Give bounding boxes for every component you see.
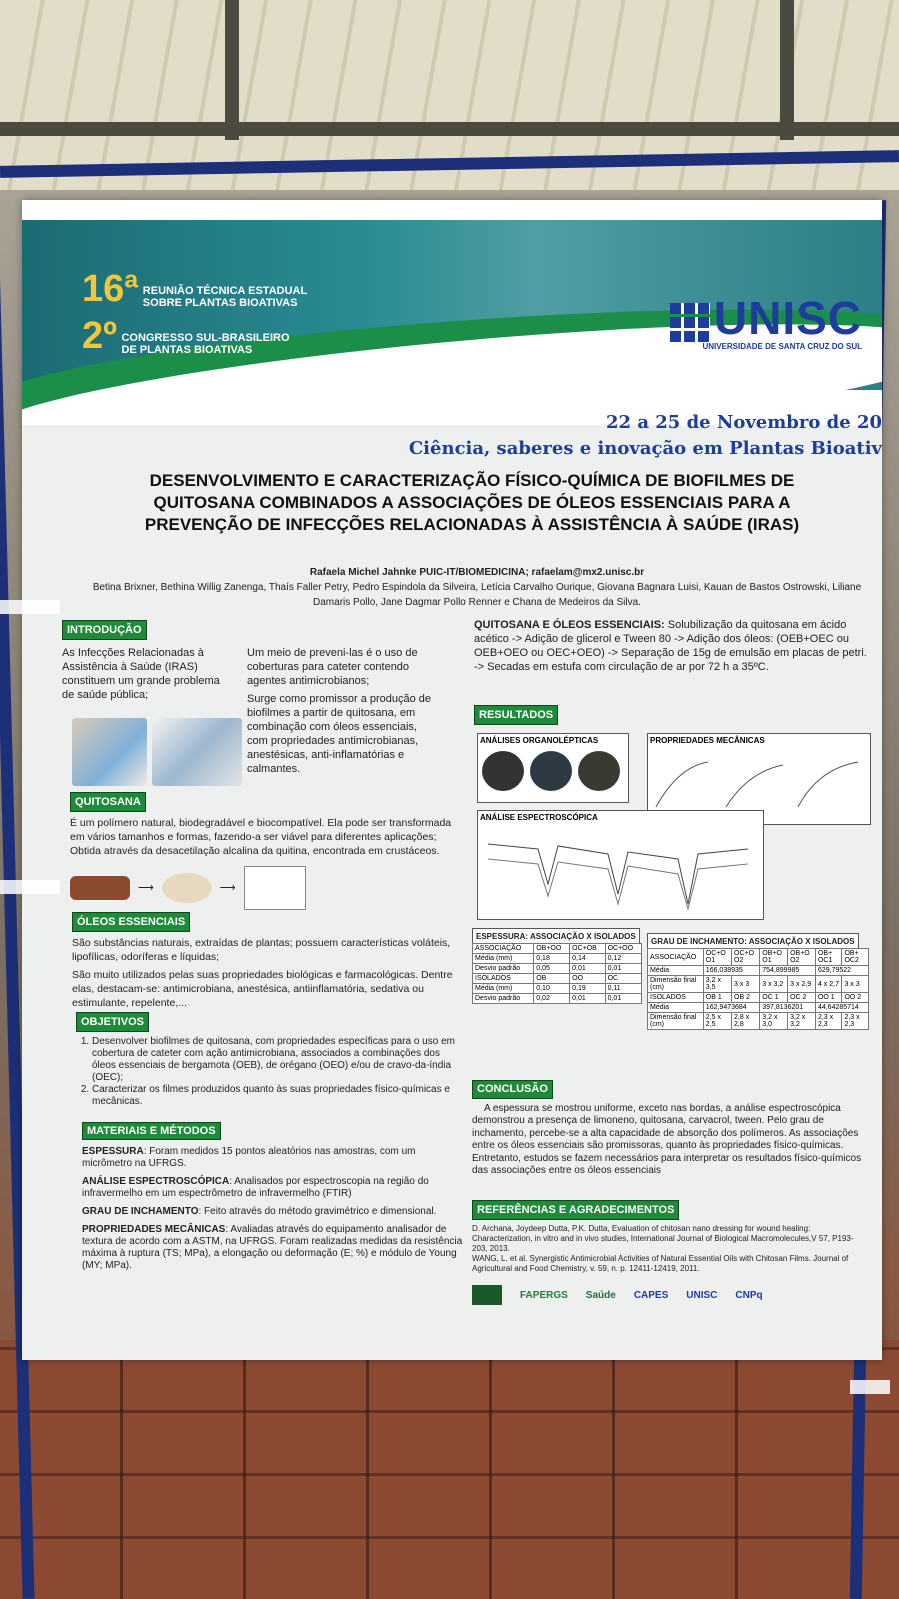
quitosana-text: É um polímero natural, biodegradável e biocompatível. Ela pode ser transformada em vários tamanhos e formas, fazendo-a ser viável para diferentes aplicações; Obtida através da desacetilação alcalina da quitina, encontrada em crustáceos.: [70, 817, 452, 857]
main-author: Rafaela Michel Jahnke PUIC-IT/BIOMEDICINA; rafaelam@mx2.unisc.br: [309, 567, 645, 578]
saude-logo: Saúde: [585, 1289, 616, 1301]
film-sample-1: [482, 751, 524, 791]
unisc-subtitle: UNIVERSIDADE DE SANTA CRUZ DO SUL: [702, 341, 862, 351]
event-line-1: REUNIÃO TÉCNICA ESTADUAL: [142, 284, 308, 297]
intro-heading: INTRODUÇÃO: [62, 620, 147, 640]
refs-heading: REFERÊNCIAS E AGRADECIMENTOS: [472, 1200, 679, 1220]
table-row: Média 166,038935 754,899985 629,79522: [648, 966, 869, 976]
event-line-2: SOBRE PLANTAS BIOATIVAS: [142, 296, 298, 309]
quitosana-heading: QUITOSANA: [70, 792, 146, 812]
event-dates: 22 a 25 de Novembro de 20: [606, 412, 882, 433]
metodos-section: [82, 1122, 467, 1272]
intro-right-1: Um meio de preveni-las é o uso de coberturas para cateter contendo agentes antimicrobianos;: [247, 647, 418, 687]
tape-strip: [0, 880, 60, 894]
mechanical-curves: [648, 747, 868, 817]
objetivos-section: [76, 1012, 466, 1108]
organolepticas-box: [477, 733, 629, 803]
conclusao-section: [472, 1080, 867, 1178]
refs-section: [472, 1200, 867, 1274]
mecanicas-text: : Avaliadas através do equipamento analisador de textura de acordo com a ASTM, na UFRGS. Foram realizadas medidas da resistência máxima à ruptura (TS; MPa), a elongação ou deformação (E; %) e módulo de Young (MY; MPa).: [82, 1224, 463, 1271]
table-row: Média (mm) 0,10 0,19 0,11: [473, 984, 642, 994]
event-number-2: 2º: [82, 314, 118, 357]
fapergs-logo: FAPERGS: [520, 1289, 568, 1301]
arrow-icon: ⟶: [138, 882, 154, 894]
table-row: Dimensão final (cm) 3,2 x 3,5 3 x 3 3 x 3,2 3 x 2,9 4 x 2,7 3 x 3: [648, 976, 869, 993]
table-row: ASSOCIAÇÃO OC+O O1 OC+O O2 OB+O O1 OB+O O2 OB+ OC1 OB+ OC2: [648, 949, 869, 966]
unisc-small-logo: UNISC: [686, 1289, 718, 1301]
cnpq-logo: CNPq: [735, 1289, 763, 1301]
conclusao-text: A espessura se mostrou uniforme, exceto nas bordas, a análise espectroscópica demonstrou a presença de limoneno, quitosana, carvacrol, tween. Pelo grau de inchamento, percebe-se a alta capacidade de absorção dos polímeros. As associações entre os óleos essenciais são promissoras, quanto às propriedades físico-químicas. Entretanto, estudos se fazem necessários para interpretar os resultados físico-químicos das associações entre os óleos essenciais: [472, 1102, 862, 1176]
table-row: Desvio padrão 0,05 0,01 0,01: [473, 964, 642, 974]
espectroscopica-title: ANÁLISE ESPECTROSCÓPICA: [480, 813, 598, 822]
oleos-heading: ÓLEOS ESSENCIAIS: [72, 912, 190, 932]
objetivo-1: 1. Desenvolver biofilmes de quitosana, com propriedades específicas para o uso em cobertura de cateter com ação antimicrobiana, associados a combinações dos óleos essenciais de bergamota (OEB), de orégano (OEO) e/ou de cravo-da-índia (OEC);: [92, 1036, 466, 1084]
metodos-heading: MATERIAIS E MÉTODOS: [82, 1122, 221, 1140]
resultados-section: [474, 705, 869, 725]
poster: [22, 200, 882, 1360]
co-authors: Betina Brixner, Bethina Willig Zanenga, Thaís Faller Petry, Pedro Espindola da Silveira, Letícia Carvalho Ourique, Giovana Bagnara Luisi, Kauan de Bastos Ostrowski, Liliane Damaris Pollo, Jane Dagmar Pollo Renner e Chana de Medeiros da Silva.: [92, 582, 862, 608]
event-number-1: 16ª: [82, 268, 139, 310]
qoe-heading: QUITOSANA E ÓLEOS ESSENCIAIS:: [474, 619, 665, 631]
authors-block: [92, 565, 862, 610]
ref-2: WANG, L. et al. Synergistic Antimicrobial Activities of Natural Essential Oils with Chitosan Films. Journal of Agricultural and Food Chemistry, v. 59, n. p. 12411-12419, 2011.: [472, 1254, 849, 1273]
espessura-table: [472, 943, 642, 1004]
arrow-icon: ⟶: [219, 882, 236, 894]
chemical-structure-image: [244, 866, 306, 910]
objetivos-heading: OBJETIVOS: [76, 1012, 149, 1032]
mecanicas-title: PROPRIEDADES MECÂNICAS: [650, 736, 765, 745]
event-line-3: CONGRESSO SUL-BRASILEIRO: [121, 331, 290, 344]
patient-photo-1: [72, 718, 147, 786]
patient-photo-2: [152, 718, 242, 786]
event-line-4: DE PLANTAS BIOATIVAS: [121, 343, 253, 356]
analise-label: ANÁLISE ESPECTROSCÓPICA: [82, 1176, 230, 1187]
espessura-label: ESPESSURA: [82, 1146, 144, 1157]
oleos-section: [72, 912, 467, 1010]
mecanicas-label: PROPRIEDADES MECÂNICAS: [82, 1224, 226, 1235]
floor-grout: [0, 1340, 899, 1599]
poster-title: DESENVOLVIMENTO E CARACTERIZAÇÃO FÍSICO-QUÍMICA DE BIOFILMES DE QUITOSANA COMBINADOS A ASSOCIAÇÕES DE ÓLEOS ESSENCIAIS PARA A PREVENÇÃO DE INFECÇÕES RELACIONADAS À ASSISTÊNCIA À SAÚDE (IRAS): [144, 471, 800, 534]
unisc-wordmark: UNISC: [713, 292, 862, 344]
film-sample-2: [530, 751, 572, 791]
poster-banner: [22, 200, 882, 425]
tape-strip: [0, 600, 60, 614]
inchamento-text: : Feito através do método gravimétrico e dimensional.: [198, 1206, 437, 1217]
table-row: Média 162,9473684 397,8136201 44,64285714: [648, 1003, 869, 1013]
resultados-heading: RESULTADOS: [474, 705, 558, 725]
qoe-text: Solubilização da quitosana em ácido acético -> Adição de glicerol e Tween 80 -> Adição dos óleos: (OEB+OEC ou OEB+OEO ou OEC+OEO) -> Separação de 15g de emulsão em placas de petri. -> Secadas em estufa com circulação de ar por 72 h a 35ºC.: [474, 619, 867, 673]
quitosana-process-figure: [70, 866, 465, 910]
intro-left-text: As Infecções Relacionadas à Assistência à Saúde (IRAS) constituem um grande problema de saúde pública;: [62, 647, 220, 701]
inchamento-label: GRAU DE INCHAMENTO: [82, 1206, 199, 1217]
table-row: Média (mm) 0,18 0,14 0,12: [473, 954, 642, 964]
table2-caption: GRAU DE INCHAMENTO: ASSOCIAÇÃO X ISOLADOS: [647, 933, 859, 951]
film-sample-3: [578, 751, 620, 791]
espessura-text: : Foram medidos 15 pontos aleatórios nas amostras, com um micrômetro na UFRGS.: [82, 1146, 416, 1169]
analise-text: : Analisados por espectroscopia na região do infravermelho em um espectrômetro de infravermelho (FTIR): [82, 1176, 429, 1199]
intro-right-2: Surge como promissor a produção de biofilmes a partir de quitosana, em combinação com óleos essenciais, com propriedades antimicrobianas, anestésicas, anti-inflamatórias e calmantes.: [247, 693, 432, 775]
oleos-p1: São substâncias naturais, extraídas de plantas; possuem características voláteis, lipofílicas, odoríferas e líquidas;: [72, 937, 451, 963]
unisc-grid-icon: [670, 302, 710, 342]
organolepticas-title: ANÁLISES ORGANOLÉPTICAS: [480, 736, 599, 745]
tape-strip: [850, 1380, 890, 1394]
espectroscopica-box: [477, 810, 764, 920]
crab-image: [70, 876, 130, 900]
table-row: Desvio padrão 0,02 0,01 0,01: [473, 994, 642, 1004]
event-tagline: Ciência, saberes e inovação em Plantas Bioativ: [408, 438, 882, 459]
table-row: Dimensão final (cm) 2,5 x 2,5 2,8 x 2,8 3,2 x 3,0 3,2 x 3,2 2,3 x 2,3 2,3 x 2,3: [648, 1013, 869, 1030]
table-row: ISOLADOS OB 1 OB 2 OC 1 OC 2 OO 1 OO 2: [648, 993, 869, 1003]
chitosan-powder-image: [162, 873, 212, 903]
ceiling-beam: [225, 0, 239, 140]
objetivo-2: 2. Caracterizar os filmes produzidos quanto às suas propriedades físico-químicas e mecânicas.: [92, 1084, 466, 1108]
capes-logo: CAPES: [633, 1289, 669, 1301]
ftir-spectrum: [478, 824, 758, 914]
table-row: ASSOCIAÇÃO OB+OO OC+OB OC+OO: [473, 944, 642, 954]
unisc-logo: [670, 292, 862, 351]
sponsor-logo-1: [472, 1285, 502, 1305]
quitosana-section: [70, 792, 465, 910]
table-row: ISOLADOS OB OO OC: [473, 974, 642, 984]
conclusao-heading: CONCLUSÃO: [472, 1080, 553, 1099]
ceiling-beam: [780, 0, 794, 140]
ceiling-beam: [0, 122, 899, 136]
sponsor-logos: [472, 1285, 872, 1305]
oleos-p2: São muito utilizados pelas suas propriedades biológicas e farmacológicas. Dentre elas, destacam-se: antimicrobiana, anestésica, antiinflamatória, sedativa ou estimulante, repelente,...: [72, 969, 453, 1009]
inchamento-table: [647, 948, 869, 1030]
ref-1: D. Archana, Joydeep Dutta, P.K. Dutta, Evaluation of chitosan nano dressing for wound healing: Characterization, in vitro and in vivo studies, International Journal of Biological Macromolecules,V 57, P193-203, 2013.: [472, 1224, 854, 1253]
event-logo: [82, 270, 307, 356]
qoe-section: [474, 618, 869, 674]
event-dates-block: [409, 410, 882, 462]
table1-caption: ESPESSURA: ASSOCIAÇÃO X ISOLADOS: [472, 928, 640, 946]
